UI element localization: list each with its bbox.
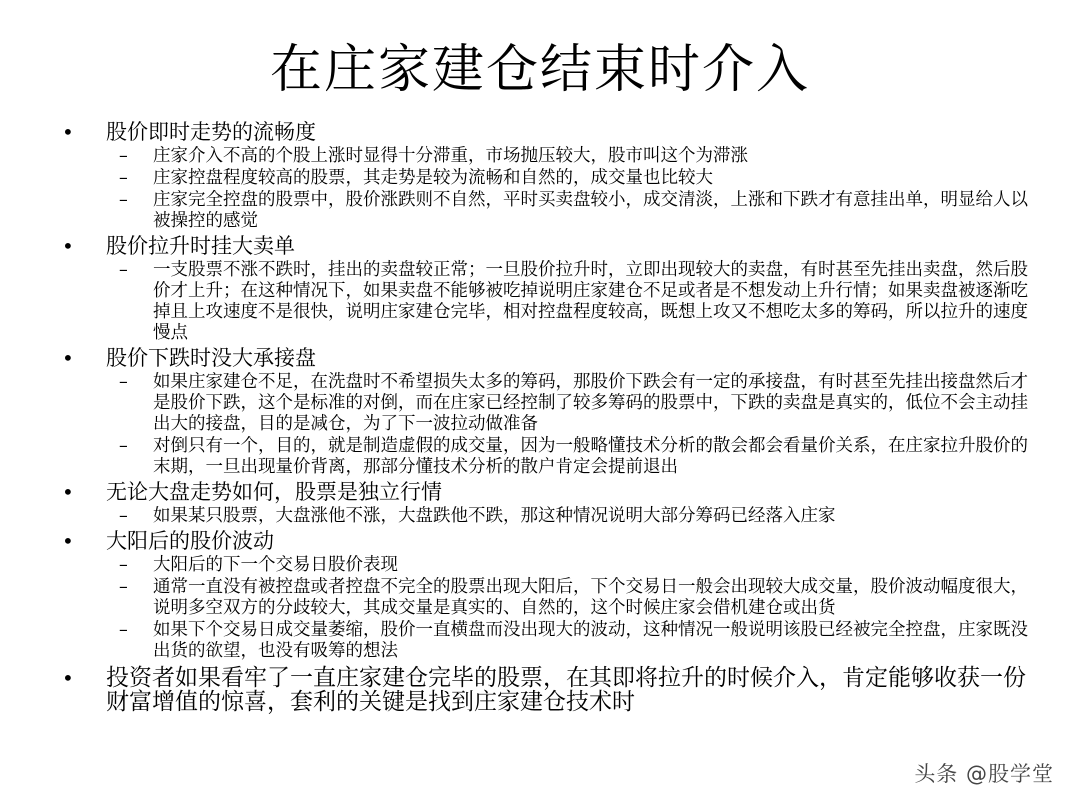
bullet-after-big-yang: • 大阳后的股价波动 bbox=[106, 528, 1026, 554]
sub-bullet: – 通常一直没有被控盘或者控盘不完全的股票出现大阳后，下个交易日一般会出现较大成交量，股价波动幅度很大，说明多空双方的分歧较大，其成交量是真实的、自然的，这个时候庄家会借机建仓或出货 bbox=[153, 577, 1033, 619]
sub-bullet: – 如果庄家建仓不足，在洗盘时不希望损失太多的筹码，那股价下跌会有一定的承接盘，有时甚至先挂出接盘然后才是股价下跌，这个是标准的对倒，而在庄家已经控制了较多筹码的股票中，下跌的卖盘是真实的，低位不会主动挂出大的接盘，目的是减仓，为了下一波拉动做准备 bbox=[153, 372, 1033, 435]
sub-bullet: – 大阳后的下一个交易日股价表现 bbox=[153, 555, 1033, 576]
sub-bullet: – 庄家控盘程度较高的股票，其走势是较为流畅和自然的，成交量也比较大 bbox=[153, 168, 1033, 189]
bullet-independent-trend: • 无论大盘走势如何，股票是独立行情 bbox=[106, 479, 1026, 505]
slide-content bbox=[0, 118, 1080, 714]
bullet-conclusion: • 投资者如果看牢了一直庄家建仓完毕的股票，在其即将拉升的时候介入，肯定能够收获一份财富增值的惊喜，套利的关键是找到庄家建仓技术时 bbox=[106, 666, 1026, 714]
bullet-no-support-on-drop: • 股价下跌时没大承接盘 bbox=[106, 345, 1026, 371]
sub-bullet: – 庄家完全控盘的股票中，股价涨跌则不自然，平时买卖盘较小，成交清淡，上涨和下跌才有意挂出单，明显给人以被操控的感觉 bbox=[153, 190, 1033, 232]
slide-title: 在庄家建仓结束时介入 bbox=[269, 40, 810, 100]
sub-bullet: – 庄家介入不高的个股上涨时显得十分滞重，市场抛压较大，股市叫这个为滞涨 bbox=[153, 146, 1033, 167]
watermark: 头条 @股学堂 bbox=[914, 762, 1054, 786]
sub-bullet: – 对倒只有一个，目的，就是制造虚假的成交量，因为一般略懂技术分析的散会都会看量价关系，在庄家拉升股价的末期，一旦出现量价背离，那部分懂技术分析的散户肯定会提前退出 bbox=[153, 436, 1033, 478]
sub-bullet: – 一支股票不涨不跌时，挂出的卖盘较正常；一旦股价拉升时，立即出现较大的卖盘，有时甚至先挂出卖盘，然后股价才上升；在这种情况下，如果卖盘不能够被吃掉说明庄家建仓不足或者是不想发动上升行情；如果卖盘被逐渐吃掉且上攻速度不是很快，说明庄家建仓完毕，相对控盘程度较高，既想上攻又不想吃太多的筹码，所以拉升的速度慢点 bbox=[153, 260, 1033, 344]
sub-bullet: – 如果某只股票，大盘涨他不涨，大盘跌他不跌，那这种情况说明大部分筹码已经落入庄家 bbox=[153, 506, 1033, 527]
bullet-flow-smoothness: • 股价即时走势的流畅度 bbox=[106, 119, 1026, 145]
sub-bullet: – 如果下个交易日成交量萎缩，股价一直横盘而没出现大的波动，这种情况一般说明该股已经被完全控盘，庄家既没出货的欲望，也没有吸筹的想法 bbox=[153, 620, 1033, 662]
bullet-big-sell-orders: • 股价拉升时挂大卖单 bbox=[106, 233, 1026, 259]
